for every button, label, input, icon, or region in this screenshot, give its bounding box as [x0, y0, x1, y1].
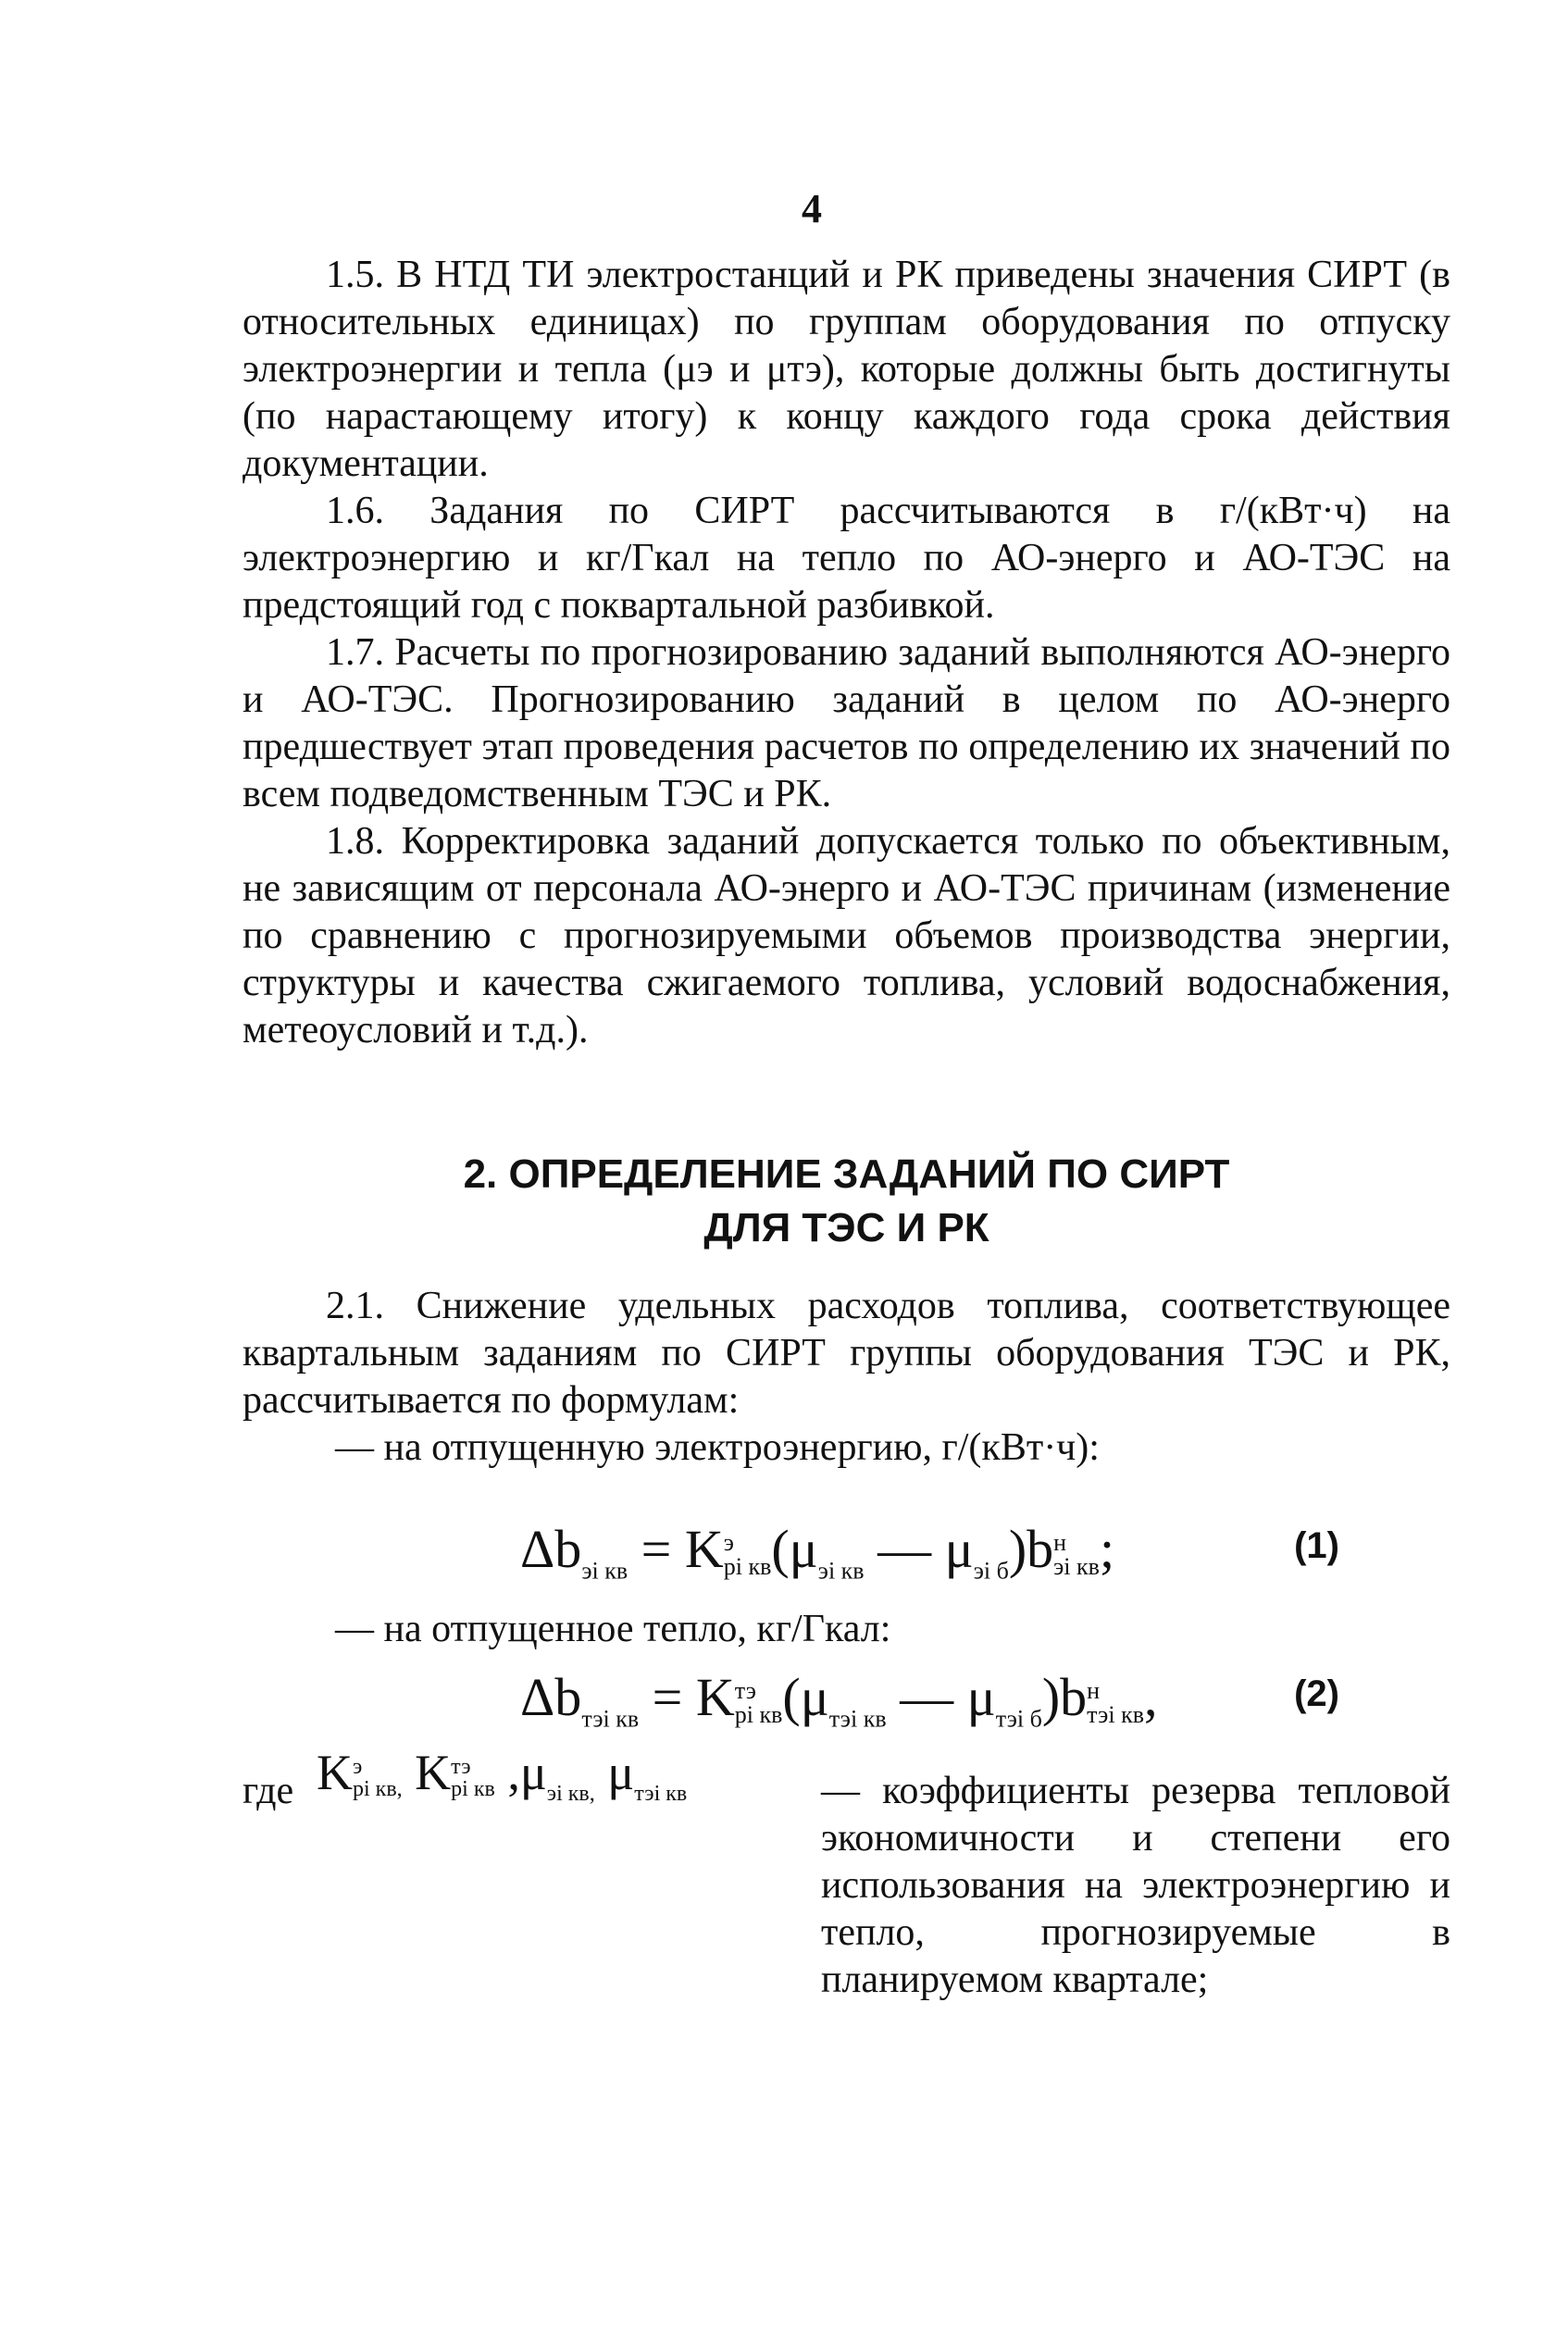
formula-2-row — [243, 1666, 1450, 1749]
paragraph-1-5: 1.5. В НТД ТИ электростанций и РК приведены значения СИРТ (в относительных единицах) по группам оборудования по отпуску электроэнергии и тепла (μэ и μтэ), которые должны быть достигнуты (по нарастающему итогу) к концу каждого года срока действия документации. — [243, 254, 1450, 485]
paragraph-2-1: 2.1. Снижение удельных расходов топлива, соответствующее квартальным заданиям по СИРТ группы оборудования ТЭС и РК, рассчитывается по формулам: — [243, 1285, 1450, 1422]
paragraph-1-8: 1.8. Корректировка заданий допускается только по объективным, не зависящим от персонала АО-энерго и АО-ТЭС причинам (изменение по сравнению с прогнозируемыми объемов производства энергии, структуры и качества сжигаемого топлива, условий водоснабжения, метеоусловий и т.д.). — [243, 820, 1450, 1051]
item-heat-wrapper — [243, 1606, 1450, 1653]
where-lead: где — [243, 1770, 294, 1812]
section-heading-line-1: 2. ОПРЕДЕЛЕНИЕ ЗАДАНИЙ ПО СИРТ — [463, 1151, 1230, 1197]
paragraph-1-7: 1.7. Расчеты по прогнозированию заданий выполняются АО-энерго и АО-ТЭС. Прогнозированию заданий в целом по АО-энерго предшествует этап проведения расчетов по определению их значений по всем подведомственным ТЭС и РК. — [243, 631, 1450, 815]
section-2-text — [243, 1283, 1450, 1472]
section-heading-line-2: ДЛЯ ТЭС И РК — [703, 1205, 989, 1250]
formula-1-row — [243, 1518, 1450, 1601]
item-heat: — на отпущенное тепло, кг/Гкал: — [335, 1608, 891, 1650]
formula-1-number: (1) — [1294, 1525, 1339, 1566]
paragraph-1-6: 1.6. Задания по СИРТ рассчитываются в г/(кВт·ч) на электроэнергию и кг/Гкал на тепло по АО-энерго и АО-ТЭС на предстоящий год с поквартальной разбивкой. — [243, 490, 1450, 627]
intro-paragraphs — [243, 252, 1450, 1054]
where-description: — коэффициенты резерва тепловой экономичности и степени его использования на электроэнергию и тепло, прогнозируемые в планируемом квартале; — [821, 1770, 1450, 2001]
page-number: 4 — [802, 186, 822, 231]
formula-2-number: (2) — [1294, 1673, 1339, 1714]
item-electricity: — на отпущенную электроэнергию, г/(кВт·ч): — [335, 1426, 1100, 1469]
section-heading — [243, 1148, 1450, 1255]
where-symbols: K э pi кв, K тэ pi кв $,\mu_{эi кв,}$ $\mu_{тэi кв}$ — [317, 1745, 688, 1806]
formula-1: $\Delta b_{эi кв} = K$ э pi кв ($\mu_{эi кв}$ — $\mu_{эi б})b$ н эi кв ; — [520, 1519, 1115, 1585]
formula-2: $\Delta b_{тэi кв} = K$ тэ pi кв ($\mu_{тэi кв}$ — $\mu_{тэi б})b$ н тэi кв , — [520, 1667, 1158, 1733]
